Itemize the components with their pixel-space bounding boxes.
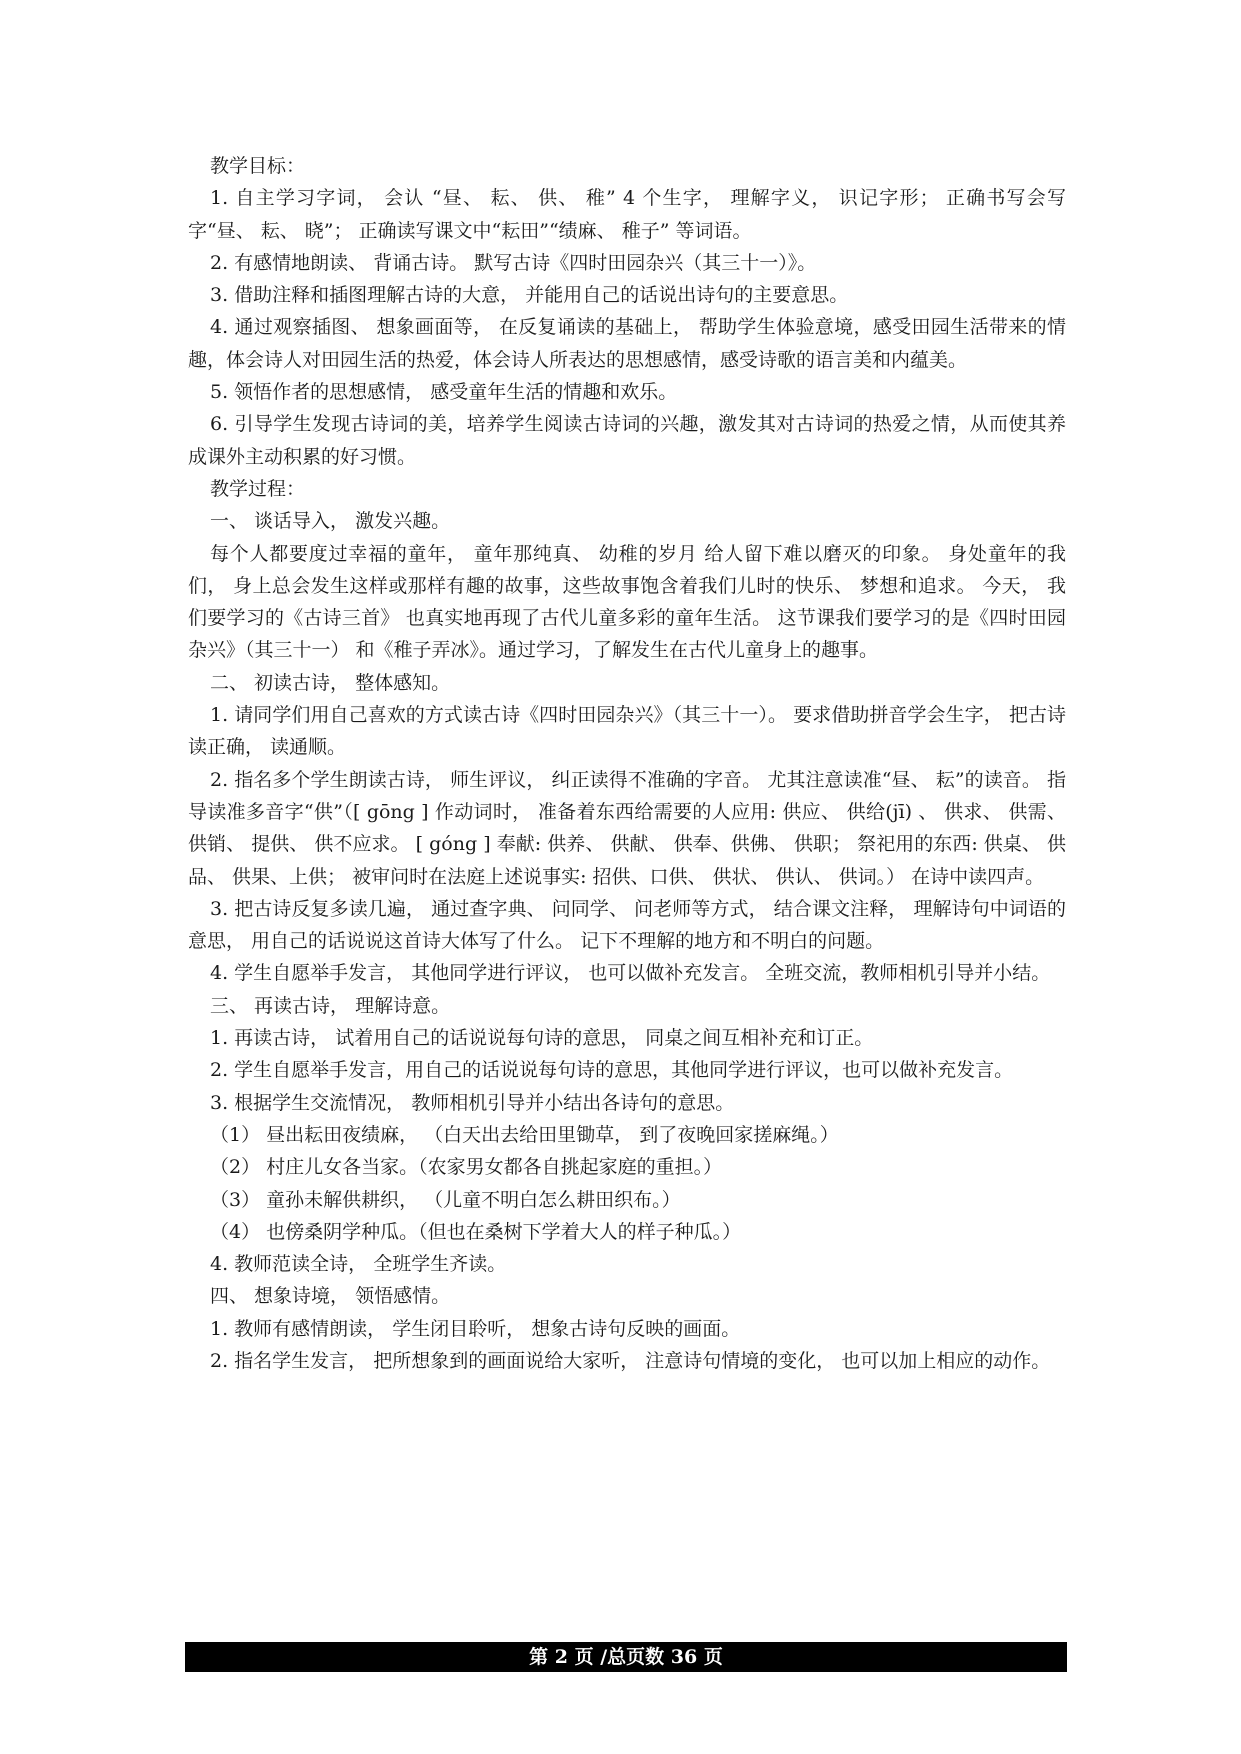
paragraph: 6. 引导学生发现古诗词的美，培养学生阅读古诗词的兴趣，激发其对古诗词的热爱之情，从而使其养成课外主动积累的好习惯。 — [188, 413, 1066, 468]
step-heading: 四、 想象诗境， 领悟感情。 — [210, 1285, 451, 1308]
paragraph: 2. 学生自愿举手发言，用自己的话说说每句诗的意思，其他同学进行评议，也可以做补充发言。 — [210, 1059, 1014, 1082]
paragraph: 2. 指名多个学生朗读古诗， 师生评议， 纠正读得不准确的字音。 尤其注意读准“昼、 耘”的读音。 指导读准多音字“供”（[ gōng ] 作动词时， 准备着东西给需要的人应用: 供应、 供给(jī) 、 供求、 供需、 供销、 提供、 供不应求。 [ góng ] 奉献: 供养、 供献、 供奉、供佛、 供职； 祭祀用的东西: 供桌、 供品、 供果、上供； 被审问时在法庭上述说事实: 招供、口供、 供状、 供认、 供词。） 在诗中读四声。 — [188, 768, 1066, 888]
section-heading-process: 教学过程： — [210, 477, 306, 500]
paragraph: 3. 把古诗反复多读几遍， 通过查字典、 问同学、 问老师等方式， 结合课文注释， 理解诗句中词语的意思， 用自己的话说说这首诗大体写了什么。 记下不理解的地方和不明白的问题。 — [188, 897, 1066, 953]
paragraph: 1. 教师有感情朗读， 学生闭目聆听， 想象古诗句反映的画面。 — [210, 1317, 741, 1340]
paragraph: 1. 自主学习字词， 会认 “昼、 耘、 供、 稚” 4 个生字， 理解字义， 识记字形； 正确书写会写字“昼、 耘、 晓”； 正确读写课文中“耘田”“绩麻、 稚子” 等词语。 — [188, 187, 1066, 242]
paragraph: 3. 根据学生交流情况， 教师相机引导并小结出各诗句的意思。 — [210, 1091, 735, 1114]
poem-line-explanation: （1） 昼出耘田夜绩麻， （白天出去给田里锄草， 到了夜晚回家搓麻绳。） — [210, 1123, 839, 1146]
poem-line-explanation: （2） 村庄儿女各当家。（农家男女都各自挑起家庭的重担。） — [210, 1156, 723, 1179]
paragraph: 5. 领悟作者的思想感情， 感受童年生活的情趣和欢乐。 — [210, 381, 678, 404]
paragraph: 1. 再读古诗， 试着用自己的话说说每句诗的意思， 同桌之间互相补充和订正。 — [210, 1027, 874, 1050]
paragraph: 4. 通过观察插图、 想象画面等， 在反复诵读的基础上， 帮助学生体验意境，感受田园生活带来的情趣，体会诗人对田园生活的热爱，体会诗人所表达的思想感情，感受诗歌的语言美和内蕴美。 — [188, 316, 1066, 371]
poem-line-explanation: （4） 也傍桑阴学种瓜。（但也在桑树下学着大人的样子种瓜。） — [210, 1220, 742, 1243]
page-number-label: 第 2 页 /总页数 36 页 — [529, 1646, 723, 1668]
paragraph: 2. 有感情地朗读、 背诵古诗。 默写古诗《四时田园杂兴（其三十一）》。 — [210, 251, 817, 274]
step-heading: 二、 初读古诗， 整体感知。 — [210, 671, 451, 694]
poem-line-explanation: （3） 童孙未解供耕织， （儿童不明白怎么耕田织布。） — [210, 1188, 681, 1211]
paragraph: 2. 指名学生发言， 把所想象到的画面说给大家听， 注意诗句情境的变化， 也可以加上相应的动作。 — [210, 1349, 1051, 1372]
paragraph: 每个人都要度过幸福的童年， 童年那纯真、 幼稚的岁月 给人留下难以磨灭的印象。 身处童年的我们， 身上总会发生这样或那样有趣的故事，这些故事饱含着我们儿时的快乐、 梦想和追求。 今天， 我们要学习的《古诗三首》 也真实地再现了古代儿童多彩的童年生活。 这节课我们要学习的是《四时田园杂兴》（其三十一） 和《稚子弄冰》。通过学习，了解发生在古代儿童身上的趣事。 — [188, 542, 1066, 662]
paragraph: 1. 请同学们用自己喜欢的方式读古诗《四时田园杂兴》（其三十一）。 要求借助拼音学会生字， 把古诗读正确， 读通顺。 — [188, 704, 1066, 759]
paragraph: 4. 学生自愿举手发言， 其他同学进行评议， 也可以做补充发言。 全班交流，教师相机引导并小结。 — [210, 962, 1051, 985]
paragraph: 3. 借助注释和插图理解古诗的大意， 并能用自己的话说出诗句的主要意思。 — [210, 284, 849, 307]
step-heading: 三、 再读古诗， 理解诗意。 — [210, 994, 451, 1017]
paragraph: 4. 教师范读全诗， 全班学生齐读。 — [210, 1253, 507, 1276]
document-body — [188, 150, 1066, 1377]
page-footer-bar — [185, 1642, 1067, 1672]
section-heading-objectives: 教学目标： — [210, 155, 306, 177]
step-heading: 一、 谈话导入， 激发兴趣。 — [210, 510, 451, 533]
